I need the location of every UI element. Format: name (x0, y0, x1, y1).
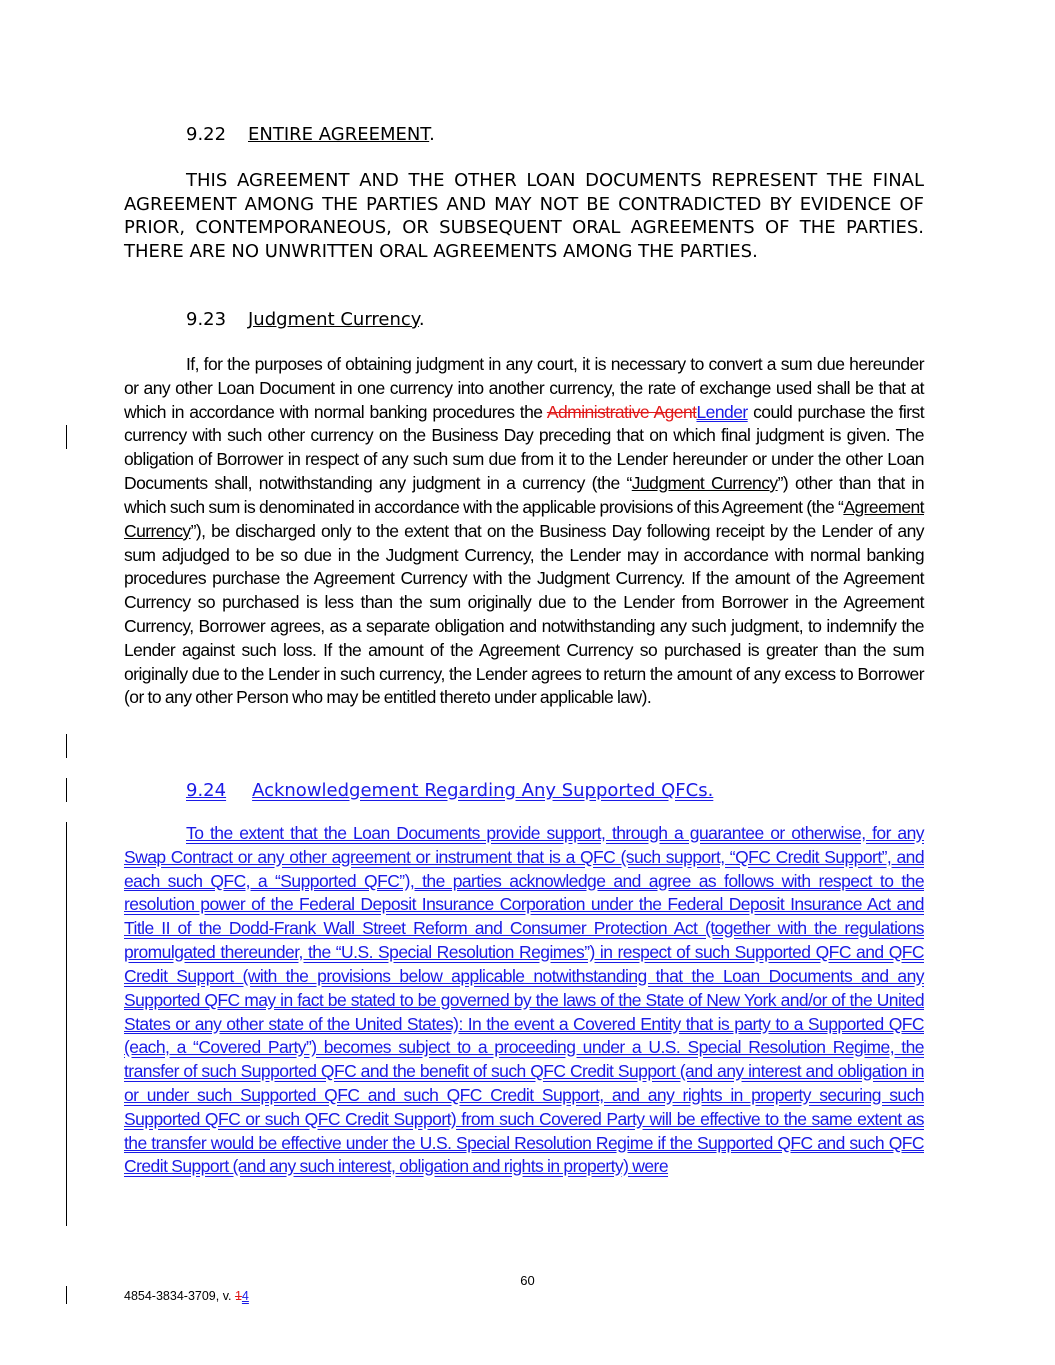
doc-id: 4854-3834-3709, v. (124, 1289, 235, 1303)
section-title: Judgment Currency (248, 309, 419, 330)
section-9-22-body: THIS AGREEMENT AND THE OTHER LOAN DOCUMENTS REPRESENT THE FINAL AGREEMENT AMONG THE PARTIES AND MAY NOT BE CONTRADICTED BY EVIDENCE OF PRIOR, CONTEMPORANEOUS, OR SUBSEQUENT ORAL AGREEMENTS OF THE PARTIES. THERE ARE NO UNWRITTEN ORAL AGREEMENTS AMONG THE PARTIES. (124, 170, 924, 262)
section-9-24-body: To the extent that the Loan Documents provide support, through a guarantee or otherwise, for any Swap Contract or any other agreement or instrument that is a QFC (such support, “QFC Credit Support”, and each such QFC, a “Supported QFC”), the parties acknowledge and agree as follows with respect to the resolution power of the Federal Deposit Insurance Corporation under the Federal Deposit Insurance Act and Title II of the Dodd-Frank Wall Street Reform and Consumer Protection Act (together with the regulations promulgated thereunder, the “U.S. Special Resolution Regimes”) in respect of such Supported QFC and QFC Credit Support (with the provisions below applicable notwithstanding that the Loan Documents and any Supported QFC may in fact be stated to be governed by the laws of the State of New York and/or of the United States or any other state of the United States): In the event a Covered Entity that is party to a Supported QFC (each, a “Covered Party”) becomes subject to a proceeding under a U.S. Special Resolution Regime, the transfer of such Supported QFC and the benefit of such QFC Credit Support (and any interest and obligation in or under such Supported QFC and such QFC Credit Support, and any rights in property securing such Supported QFC or such QFC Credit Support) from such Covered Party will be effective to the same extent as the transfer would be effective under the U.S. Special Resolution Regime if the Supported QFC and such QFC Credit Support (and any such interest, obligation and rights in property) were (124, 823, 924, 1177)
body-text: ”) other than that in which such sum is denominated in accordance with the applicable provisions of this Agreement (the “ (124, 473, 925, 517)
change-bar (66, 778, 67, 802)
section-title: ENTIRE AGREEMENT (248, 124, 430, 145)
body-text: could purchase the first currency with such other currency on the Business Day preceding that on which final judgment is given. The obligation of Borrower in respect of any such sum due from it to the Lender hereunder or under the other Loan Documents shall, notwithstanding any judgment in a currency (the “ (124, 401, 925, 494)
change-bar (66, 822, 67, 1226)
section-number-text: 9.24 (186, 780, 227, 801)
change-bar (66, 1286, 67, 1304)
body-text: If, for the purposes of obtaining judgment in any court, it is necessary to convert a sum due hereunder or any other Loan Document in one currency into another currency, the rate of exchange used shall be that at which in accordance with normal banking procedures the (124, 354, 924, 422)
section-9-24-heading (186, 780, 713, 801)
section-9-23-body (124, 353, 924, 710)
page-number: 60 (520, 1273, 535, 1288)
section-9-22-heading (186, 124, 435, 145)
change-bar (66, 734, 67, 758)
section-number: 9.22 (186, 124, 227, 145)
defined-term: Judgment Currency (631, 473, 778, 494)
section-title: Acknowledgement Regarding Any Supported QFCs. (252, 780, 714, 801)
inserted-text: Lender (696, 401, 748, 422)
section-number: 9.23 (186, 309, 227, 330)
deleted-version: 1 (234, 1289, 242, 1303)
body-text: ”), be discharged only to the extent that on the Business Day following receipt by the Lender of any sum adjudged to be so due in the Judgment Currency, the Lender may in accordance with normal banking procedures purchase the Agreement Currency with the Judgment Currency. If the amount of the Agreement Currency so purchased is less than the sum originally due to the Lender from Borrower in the Agreement Currency, Borrower agrees, as a separate obligation and notwithstanding any such judgment, to indemnify the Lender against such loss. If the amount of the Agreement Currency so purchased is greater than the sum originally due to the Lender in such currency, the Lender agrees to return the amount of any excess to Borrower (or to any other Person who may be entitled thereto under applicable law). (124, 520, 924, 708)
change-bar (66, 425, 67, 449)
footer-doc-id (124, 1289, 249, 1303)
deleted-text: Administrative Agent (546, 401, 697, 422)
defined-term: Agreement Currency (124, 496, 924, 541)
section-title-punct: . (429, 124, 435, 145)
section-9-23-heading (186, 309, 425, 330)
section-title-punct: . (418, 309, 425, 330)
section-number (186, 780, 226, 801)
inserted-version: 4 (241, 1289, 249, 1303)
